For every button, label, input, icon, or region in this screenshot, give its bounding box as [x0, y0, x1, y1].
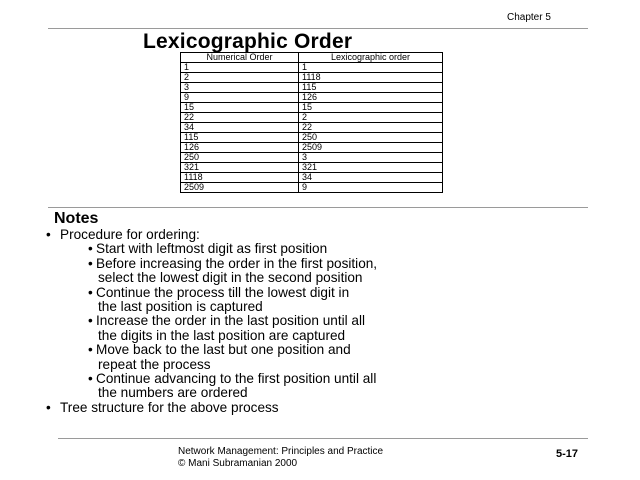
lexicographic-order-cell: 2: [299, 113, 443, 123]
lexicographic-order-cell: 321: [299, 163, 443, 173]
numerical-order-cell: 2: [181, 73, 299, 83]
note-sub-bullet-line: repeat the process: [98, 356, 211, 372]
numerical-order-cell: 2509: [181, 183, 299, 193]
lexicographic-order-cell: 1118: [299, 73, 443, 83]
lexicographic-order-cell: 1: [299, 63, 443, 73]
bullet-icon: •: [46, 399, 51, 415]
lexicographic-order-cell: 9: [299, 183, 443, 193]
numerical-order-cell: 115: [181, 133, 299, 143]
table-row: [181, 163, 443, 173]
table-row: [181, 123, 443, 133]
bottom-divider: [58, 438, 588, 439]
table-row: [181, 173, 443, 183]
note-sub-bullet-line: the last position is captured: [98, 299, 263, 315]
table-row: [181, 103, 443, 113]
bullet-icon: •: [88, 255, 93, 271]
numerical-order-cell: 22: [181, 113, 299, 123]
lexicographic-order-cell: 22: [299, 123, 443, 133]
table-row: [181, 183, 443, 193]
bullet-icon: •: [46, 227, 51, 242]
table-row: [181, 133, 443, 143]
note-sub-bullet-line: the numbers are ordered: [98, 385, 248, 401]
table-header-row: [181, 53, 443, 63]
note-sub-bullet-line: Start with leftmost digit as first position: [96, 241, 328, 257]
table-row: [181, 143, 443, 153]
bullet-icon: •: [88, 342, 93, 358]
note-sub-bullet-line: Move back to the last but one position and: [96, 342, 351, 358]
lexicographic-order-cell: 2509: [299, 143, 443, 153]
table-body: [181, 63, 443, 193]
lexicographic-order-cell: 126: [299, 93, 443, 103]
middle-divider: [48, 207, 588, 208]
column-header-lexicographic: Lexicographic order: [299, 53, 443, 63]
numerical-order-cell: 3: [181, 83, 299, 93]
note-sub-bullet-line: the digits in the last position are captured: [98, 327, 346, 343]
footer-copyright: © Mani Subramanian 2000: [178, 458, 298, 469]
note-sub-bullet: [42, 314, 602, 343]
numerical-order-cell: 126: [181, 143, 299, 153]
table-row: [181, 93, 443, 103]
table-row: [181, 63, 443, 73]
note-sub-bullet: [42, 257, 602, 286]
bullet-icon: •: [88, 284, 93, 300]
lexicographic-table: [180, 52, 443, 193]
note-bullet: [42, 401, 602, 415]
numerical-order-cell: 9: [181, 93, 299, 103]
page-number: 5-17: [556, 448, 579, 460]
footer: [178, 446, 383, 470]
numerical-order-cell: 250: [181, 153, 299, 163]
note-bullet-text: Tree structure for the above process: [60, 399, 279, 415]
footer-book-title: Network Management: Principles and Practice: [178, 446, 384, 457]
note-sub-bullet-line: select the lowest digit in the second position: [98, 270, 363, 286]
chapter-label: Chapter 5: [507, 12, 551, 23]
table-row: [181, 113, 443, 123]
numerical-order-cell: 34: [181, 123, 299, 133]
column-header-numerical: Numerical Order: [181, 53, 299, 63]
lexicographic-order-cell: 115: [299, 83, 443, 93]
bullet-icon: •: [88, 371, 93, 387]
bullet-icon: •: [88, 313, 93, 329]
note-sub-bullet-line: Increase the order in the last position until all: [96, 313, 366, 329]
top-divider: [48, 28, 588, 29]
table-row: [181, 153, 443, 163]
note-bullet: [42, 228, 602, 242]
note-sub-bullet-line: Continue advancing to the first position until all: [96, 371, 377, 387]
slide-title: Lexicographic Order: [143, 30, 353, 53]
lexicographic-order-cell: 3: [299, 153, 443, 163]
note-sub-bullet: [42, 286, 602, 315]
lexicographic-order-cell: 250: [299, 133, 443, 143]
numerical-order-cell: 15: [181, 103, 299, 113]
note-sub-bullet-line: Continue the process till the lowest digit in: [96, 284, 350, 300]
bullet-icon: •: [88, 241, 93, 257]
numerical-order-cell: 1118: [181, 173, 299, 183]
table-row: [181, 83, 443, 93]
note-sub-bullet: [42, 242, 602, 256]
numerical-order-cell: 321: [181, 163, 299, 173]
numerical-order-cell: 1: [181, 63, 299, 73]
note-bullet-text: Procedure for ordering:: [60, 227, 200, 242]
note-sub-bullet: [42, 372, 602, 401]
note-sub-bullet: [42, 343, 602, 372]
lexicographic-order-cell: 15: [299, 103, 443, 113]
table-row: [181, 73, 443, 83]
note-sub-bullet-line: Before increasing the order in the first position,: [96, 255, 378, 271]
notes-list: [42, 228, 602, 415]
lexicographic-order-cell: 34: [299, 173, 443, 183]
notes-heading: Notes: [54, 210, 99, 227]
